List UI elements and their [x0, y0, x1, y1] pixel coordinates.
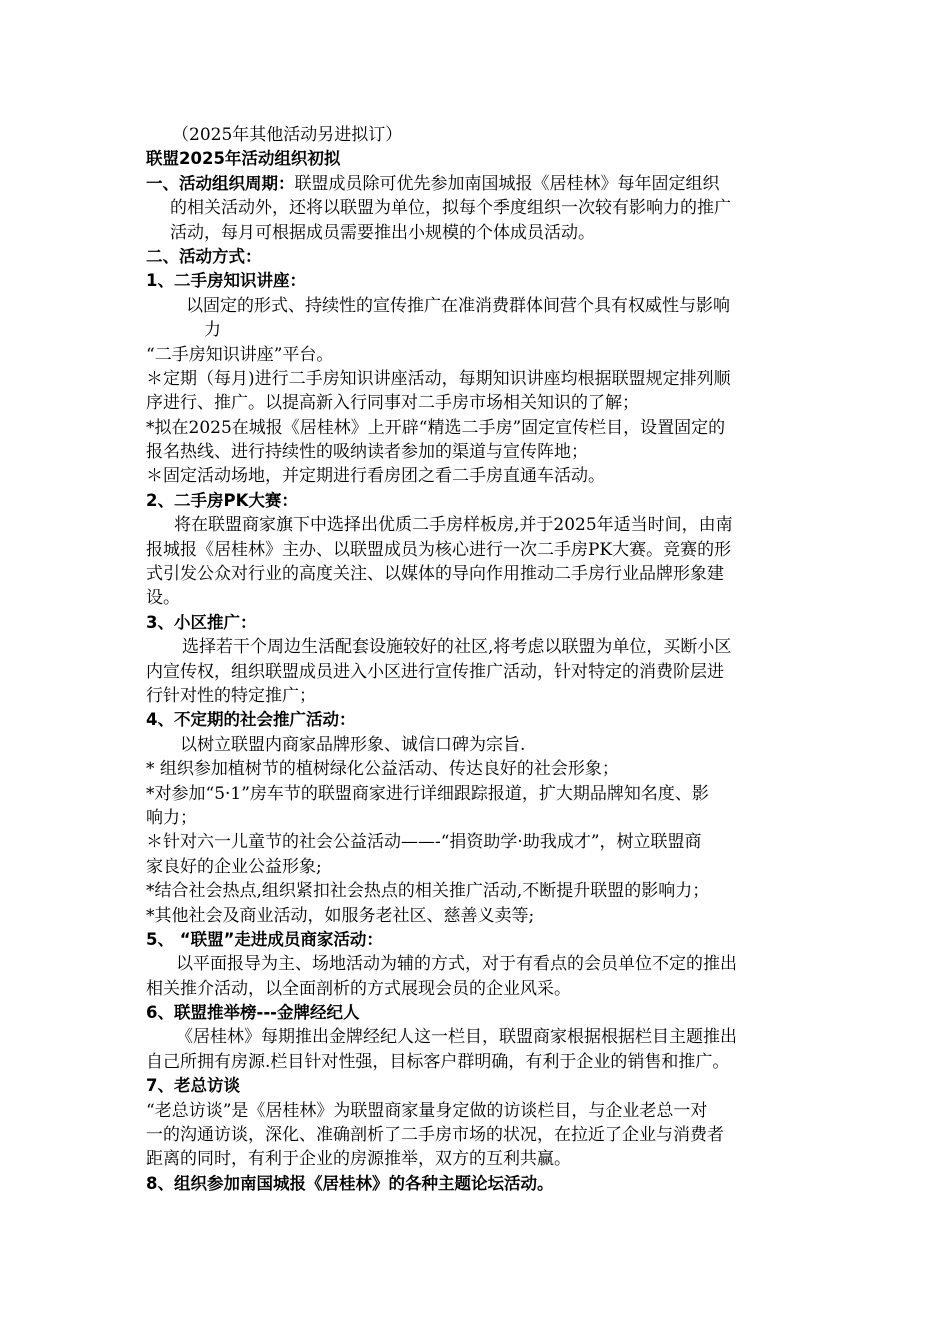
paragraph-line: 以固定的形式、持续性的宣传推广在准消费群体间营个具有权威性与影响 [186, 295, 730, 316]
paragraph-line: 力 [204, 320, 221, 341]
item7-heading: 7、老总访谈 [146, 1076, 240, 1096]
paragraph-line: 内宣传权，组织联盟成员进入小区进行宣传推广活动，针对特定的消费阶层进 [146, 661, 724, 682]
document-body [146, 123, 816, 1196]
paragraph-line: 家良好的企业公益形象; [146, 856, 322, 877]
paragraph-line: 相关推介活动，以全面剖析的方式展现会员的企业风采。 [146, 978, 571, 999]
planning-note: （2025年其他活动另进拟订） [172, 125, 403, 145]
paragraph-line: 《居桂林》每期推出金牌经纪人这一栏目，联盟商家根据根据栏目主题推出 [176, 1027, 737, 1048]
paragraph-line: 行针对性的特定推广； [146, 685, 316, 706]
item4-heading: 4、不定期的社会推广活动： [146, 710, 356, 730]
paragraph-line: *结合社会热点,组织紧扣社会热点的相关推广活动,不断提升联盟的影响力； [146, 881, 710, 902]
paragraph-line: 将在联盟商家旗下中选择出优质二手房样板房,并于2025年适当时间，由南 [174, 515, 733, 536]
paragraph-line: 序进行、推广。以提高新入行同事对二手房市场相关知识的了解； [146, 393, 639, 414]
document-title: 联盟2025年活动组织初拟 [146, 149, 341, 169]
paragraph-line: * 组织参加植树节的植树绿化公益活动、传达良好的社会形象； [146, 759, 619, 780]
paragraph-line: *其他社会及商业活动，如服务老社区、慈善义卖等; [146, 905, 535, 926]
item8-heading: 8、组织参加南国城报《居桂林》的各种主题论坛活动。 [146, 1173, 554, 1193]
paragraph-line: *拟在2025在城报《居桂林》上开辟“精选二手房”固定宣传栏目，设置固定的 [146, 417, 726, 438]
paragraph-line: 响力； [146, 807, 197, 828]
paragraph-line: “二手房知识讲座”平台。 [146, 344, 334, 365]
paragraph-line: 报城报《居桂林》主办、以联盟成员为核心进行一次二手房PK大赛。竞赛的形 [146, 539, 732, 560]
section2-heading: 二、活动方式： [146, 246, 262, 266]
paragraph-line: 以平面报导为主、场地活动为辅的方式，对于有看点的会员单位不定的推出 [176, 954, 737, 975]
section1-text: 联盟成员除可优先参加南国城报《居桂林》每年固定组织 [294, 173, 720, 194]
paragraph-line: “老总访谈”是《居桂林》为联盟商家量身定做的访谈栏目，与企业老总一对 [146, 1100, 708, 1121]
section1-heading: 一、活动组织周期： [146, 173, 295, 193]
item2-heading: 2、二手房PK大赛： [146, 490, 298, 510]
paragraph-line: ＊定期（每月)进行二手房知识讲座活动，每期知识讲座均根据联盟规定排列顺 [146, 368, 731, 389]
item5-heading: 5、 “联盟”走进成员商家活动： [146, 929, 383, 949]
paragraph-line: ＊固定活动场地，并定期进行看房团之看二手房直通车活动。 [146, 466, 605, 487]
paragraph-line: 以树立联盟内商家品牌形象、诚信口碑为宗旨. [180, 734, 526, 755]
item3-heading: 3、小区推广： [146, 612, 257, 632]
paragraph-line: 自己所拥有房源.栏目针对性强，目标客户群明确，有利于企业的销售和推广。 [146, 1051, 730, 1072]
paragraph-line: 一的沟通访谈，深化、准确剖析了二手房市场的状况，在拉近了企业与消费者 [146, 1125, 724, 1146]
paragraph-line: 式引发公众对行业的高度关注、以媒体的导向作用推动二手房行业品牌形象建 [146, 564, 724, 585]
item1-heading: 1、二手房知识讲座： [146, 271, 306, 291]
section1-line3: 活动，每月可根据成员需要推出小规模的个体成员活动。 [170, 222, 595, 243]
paragraph-line: 报名热线、进行持续性的吸纳读者参加的渠道与宣传阵地； [146, 442, 588, 463]
item6-heading: 6、联盟推举榜---金牌经纪人 [146, 1003, 360, 1023]
section1-line2: 的相关活动外，还将以联盟为单位，拟每个季度组织一次较有影响力的推广 [170, 198, 731, 219]
section1-line1 [146, 172, 816, 196]
paragraph-line: 设。 [146, 588, 180, 609]
paragraph-line: 选择若干个周边生活配套设施较好的社区,将考虑以联盟为单位，买断小区 [182, 637, 732, 658]
paragraph-line: ＊针对六一儿童节的社会公益活动——-“捐资助学·助我成才”，树立联盟商 [146, 832, 702, 853]
paragraph-line: 距离的同时，有利于企业的房源推举，双方的互利共赢。 [146, 1149, 571, 1170]
paragraph-line: *对参加“5·1”房车节的联盟商家进行详细跟踪报道，扩大期品牌知名度、影 [146, 783, 709, 804]
